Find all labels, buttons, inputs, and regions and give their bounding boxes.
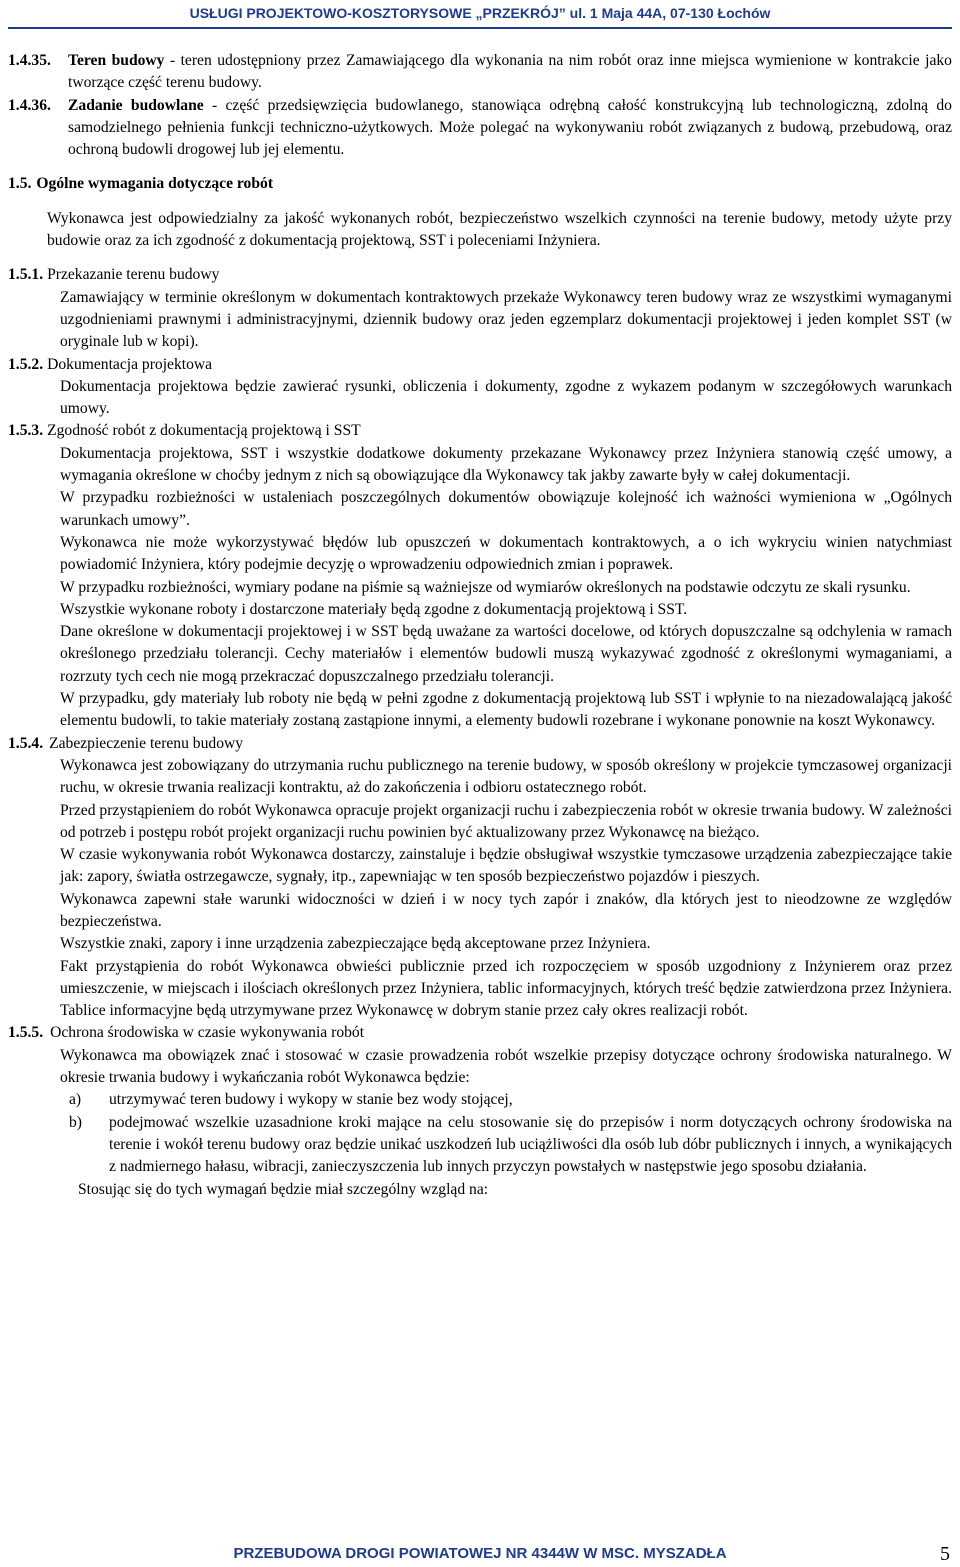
list-item-a (8, 1089, 952, 1111)
list-item-text: podejmować wszelkie uzasadnione kroki mające na celu stosowanie się do przepisów i norm dotyczących ochrony środowiska na terenie i wokół terenu budowy oraz będzie unikać uszkodzeń lub uciążliwości dla osób lub dóbr publicznych i innych, a wynikających z nadmiernego hałasu, wibracji, zanieczyszczenia lub innych przyczyn powstałych w następstwie jego sposobu działania. (109, 1113, 952, 1176)
definition-number: 1.4.35. (8, 52, 51, 69)
subsection-1-5-4-heading (8, 733, 952, 755)
subsection-title: Dokumentacja projektowa (47, 355, 213, 373)
subsection-1-5-2-heading (8, 354, 952, 376)
paragraph: W przypadku rozbieżności, wymiary podane na piśmie są ważniejsze od wymiarów określonych na podstawie odczytu ze skali rysunku. (60, 578, 911, 596)
footer-title: PRZEBUDOWA DROGI POWIATOWEJ NR 4344W W MSC. MYSZADŁA (233, 1545, 727, 1562)
paragraph: Wykonawca ma obowiązek znać i stosować w czasie prowadzenia robót wszelkie przepisy dotyczące ochrony środowiska naturalnego. W okresie trwania budowy i wykańczania robót Wykonawca będzie: (60, 1046, 952, 1087)
subsection-1-5-5-heading (8, 1022, 952, 1044)
page-number: 5 (940, 1543, 950, 1565)
paragraph: Fakt przystąpienia do robót Wykonawca obwieści publicznie przed ich rozpoczęciem w sposób uzgodniony z Inżynierem oraz przez umieszczenie, w miejscach i ilościach określonych przez Inżyniera, tablic informacyjnych, których treść będzie zatwierdzona przez Inżyniera. Tablice informacyjne będą utrzymywane przez Wykonawcę w dobrym stanie przez cały okres realizacji robót. (60, 957, 952, 1020)
subsection-number: 1.5.2. (8, 355, 44, 373)
list-item-text: utrzymywać teren budowy i wykopy w stanie bez wody stojącej, (109, 1091, 513, 1109)
paragraph-closing: Stosując się do tych wymagań będzie miał szczególny wzgląd na: (78, 1180, 489, 1198)
paragraph: Zamawiający w terminie określonym w dokumentach kontraktowych przekaże Wykonawcy teren budowy wraz ze wszystkimi wymaganymi uzgodnieniami prawnymi i administracyjnymi, dziennik budowy oraz jeden egzemplarz dokumentacji projektowej i jeden komplet SST (w oryginale lub w kopi). (60, 288, 952, 351)
list-item-label: b) (69, 1113, 82, 1131)
subsection-title: Przekazanie terenu budowy (47, 266, 220, 284)
section-1-5-heading (8, 173, 952, 195)
header-text: USŁUGI PROJEKTOWO-KOSZTORYSOWE „PRZEKRÓJ” ul. 1 Maja 44A, 07-130 Łochów (189, 5, 771, 21)
paragraph: Dokumentacja projektowa, SST i wszystkie dodatkowe dokumenty przekazane Wykonawcy przez Inżyniera stanowią część umowy, a wymagania określone w choćby jednym z nich są obowiązujące dla Wykonawcy tak jakby zawarte były w całej dokumentacji. (60, 444, 952, 485)
header-rule (8, 27, 952, 29)
page-header (0, 0, 960, 26)
subsection-number: 1.5.5. (8, 1024, 44, 1042)
paragraph: Wykonawca zapewni stałe warunki widoczności w dzień i w nocy tych zapór i znaków, dla których jest to nieodzowne ze względów bezpieczeństwa. (60, 890, 952, 930)
paragraph: Dane określone w dokumentacji projektowej i w SST będą uważane za wartości docelowe, od których dopuszczalne są odchylenia w ramach określonego przedziału tolerancji. Cechy materiałów i elementów budowli muszą wykazywać zgodność z określonymi wymaganiami, a rozrzuty tych cech nie mogą przekraczać dopuszczalnego przedziału tolerancji. (60, 623, 952, 685)
definition-text: - teren udostępniony przez Zamawiającego dla wykonania na nim robót oraz inne miejsca wymienione w kontrakcie jako tworzące część terenu budowy. (68, 52, 952, 92)
subsection-number: 1.5.3. (8, 422, 44, 440)
document-body (8, 50, 952, 1201)
paragraph: W przypadku, gdy materiały lub roboty nie będą w pełni zgodne z dokumentacją projektową lub SST i wpłynie to na niezadowalającą jakość elementu budowli, to takie materiały zostaną zastąpione innymi, a elementy budowli rozebrane i wykonane ponownie na koszt Wykonawcy. (60, 690, 952, 730)
definition-number: 1.4.36. (8, 96, 51, 114)
paragraph: Wszystkie znaki, zapory i inne urządzenia zabezpieczające będą akceptowane przez Inżyniera. (60, 935, 651, 953)
section-1-5-intro: Wykonawca jest odpowiedzialny za jakość wykonanych robót, bezpieczeństwo wszelkich czynności na terenie budowy, metody użyte przy budowie oraz za ich zgodność z dokumentacją projektową, SST i poleceniami Inżyniera. (47, 209, 952, 250)
definition-term: Zadanie budowlane (68, 96, 204, 114)
paragraph: Przed przystąpieniem do robót Wykonawca opracuje projekt organizacji ruchu i zabezpieczenia robót w okresie trwania budowy. W zależności od potrzeb i postępu robót projekt organizacji ruchu powinien być aktualizowany przez Wykonawcę na bieżąco. (60, 801, 952, 841)
definition-text: - część przedsięwzięcia budowlanego, stanowiąca odrębną całość konstrukcyjną lub technologiczną, zdolną do samodzielnego pełnienia funkcji techniczno-użytkowych. Może polegać na wykonywaniu robót związanych z budową, przebudową, oraz ochroną budowli drogowej lub jej elementu. (68, 96, 952, 159)
list-item-b (8, 1112, 952, 1179)
definition-1-4-35 (8, 50, 952, 95)
page-footer (0, 1541, 960, 1567)
section-number: 1.5. (8, 175, 32, 193)
definition-1-4-36 (8, 95, 952, 162)
subsection-1-5-3-heading (8, 420, 952, 442)
subsection-number: 1.5.4. (8, 734, 44, 752)
section-title: Ogólne wymagania dotyczące robót (36, 175, 274, 193)
paragraph: W czasie wykonywania robót Wykonawca dostarczy, zainstaluje i będzie obsługiwał wszystkie tymczasowe urządzenia zabezpieczające takie jak: zapory, światła ostrzegawcze, sygnały, itp., zapewniając w ten sposób bezpieczeństwo pojazdów i pieszych. (60, 846, 952, 886)
definition-term: Teren budowy (68, 52, 165, 69)
subsection-title: Zgodność robót z dokumentacją projektową i SST (47, 422, 361, 440)
subsection-title: Ochrona środowiska w czasie wykonywania robót (50, 1024, 365, 1042)
paragraph: Wykonawca nie może wykorzystywać błędów lub opuszczeń w dokumentach kontraktowych, a o ich wykryciu winien natychmiast powiadomić Inżyniera, który podejmie decyzję o wprowadzeniu odpowiednich zmian i poprawek. (60, 533, 952, 574)
paragraph: W przypadku rozbieżności w ustaleniach poszczególnych dokumentów obowiązuje kolejność ich ważności wymieniona w „Ogólnych warunkach umowy”. (60, 489, 952, 529)
paragraph: Dokumentacja projektowa będzie zawierać rysunki, obliczenia i dokumenty, zgodne z wykazem podanym w szczegółowych warunkach umowy. (60, 377, 952, 418)
list-item-label: a) (69, 1091, 82, 1109)
paragraph: Wykonawca jest zobowiązany do utrzymania ruchu publicznego na terenie budowy, w sposób określony w projekcie tymczasowej organizacji ruchu, w okresie trwania realizacji kontraktu, aż do zakończenia i odbioru ostatecznego robót. (60, 756, 952, 797)
subsection-title: Zabezpieczenie terenu budowy (49, 734, 244, 752)
paragraph: Wszystkie wykonane roboty i dostarczone materiały będą zgodne z dokumentacją projektową i SST. (60, 600, 688, 618)
subsection-number: 1.5.1. (8, 266, 44, 284)
subsection-1-5-1-heading (8, 264, 952, 286)
